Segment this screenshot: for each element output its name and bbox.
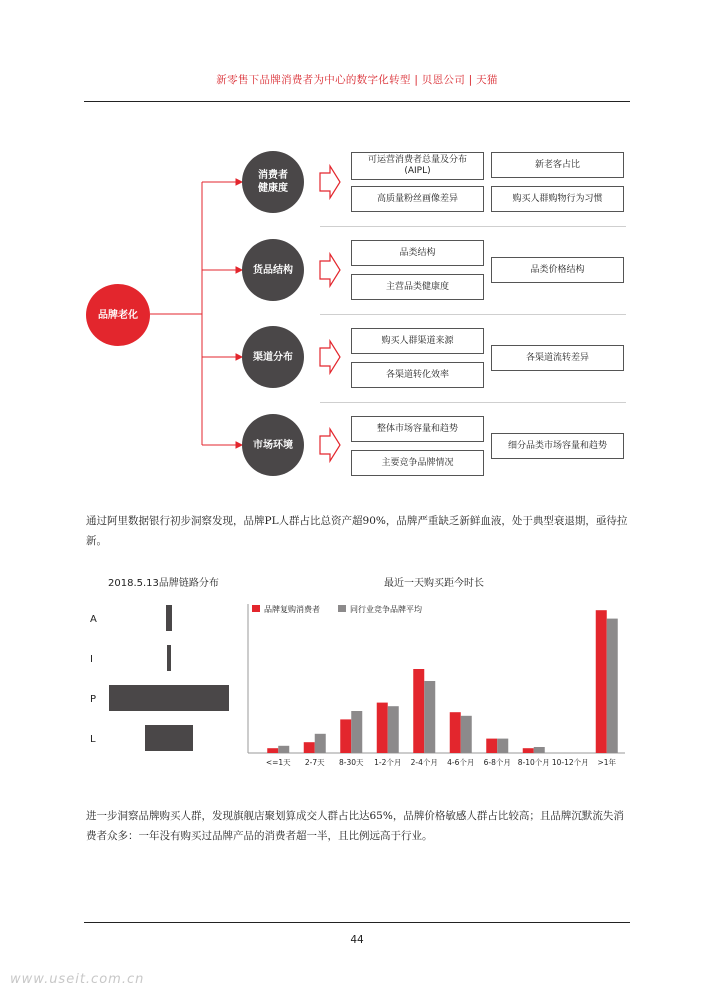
section-divider	[320, 402, 626, 403]
metric-box: 新老客占比	[491, 152, 624, 178]
x-tick-label: 4-6个月	[447, 758, 475, 767]
bar-brand-repurchase	[304, 742, 315, 753]
branch-node-market: 市场环境	[242, 414, 304, 476]
legend-label: 品牌复购消费者	[264, 605, 320, 614]
x-tick-label: 2-7天	[304, 758, 325, 767]
bar-brand-repurchase	[413, 669, 424, 753]
legend-swatch	[338, 605, 346, 612]
bar-industry-average	[607, 619, 618, 753]
x-tick-label: 10-12个月	[551, 758, 589, 767]
bar-industry-average	[315, 734, 326, 753]
bar-brand-repurchase	[523, 748, 534, 753]
bar-industry-average	[424, 681, 435, 753]
bar-brand-repurchase	[450, 712, 461, 753]
metric-box: 整体市场容量和趋势	[351, 416, 484, 442]
bar-brand-repurchase	[340, 719, 351, 753]
branch-node-consumer: 消费者 健康度	[242, 151, 304, 213]
metric-box: 细分品类市场容量和趋势	[491, 433, 624, 459]
page-number: 44	[350, 934, 364, 946]
footer-rule	[84, 922, 630, 923]
aipl-chart	[84, 598, 244, 758]
bar-industry-average	[461, 716, 472, 753]
bar-brand-repurchase	[486, 739, 497, 753]
x-tick-label: 8-10个月	[517, 758, 550, 767]
section-divider	[320, 314, 626, 315]
metric-box: 主营品类健康度	[351, 274, 484, 300]
metric-box: 主要竞争品牌情况	[351, 450, 484, 476]
metric-box: 购买人群购物行为习惯	[491, 186, 624, 212]
branch-arrow	[320, 166, 340, 198]
root-node: 品牌老化	[86, 284, 150, 346]
legend-swatch	[252, 605, 260, 612]
x-tick-label: 6-8个月	[483, 758, 511, 767]
aipl-bar	[145, 725, 193, 751]
metric-box: 可运营消费者总量及分布 (AIPL)	[351, 152, 484, 180]
bar-industry-average	[351, 711, 362, 753]
metric-box: 品类价格结构	[491, 257, 624, 283]
page-header: 新零售下品牌消费者为中心的数字化转型 | 贝恩公司 | 天猫	[216, 74, 498, 86]
aipl-tick-label: P	[90, 694, 97, 705]
metric-box: 各渠道转化效率	[351, 362, 484, 388]
chart-title-aipl: 2018.5.13品牌链路分布	[108, 578, 219, 589]
branch-arrow	[320, 254, 340, 286]
branch-arrow	[320, 429, 340, 461]
section-divider	[320, 226, 626, 227]
paragraph-2: 进一步洞察品牌购买人群，发现旗舰店聚划算成交人群占比达65%，品牌价格敏感人群占比较高；且品牌沉默流失消费者众多：一年没有购买过品牌产品的消费者超一半，且比例远高于行业。	[86, 810, 624, 842]
x-tick-label: 2-4个月	[410, 758, 438, 767]
aipl-tick-label: L	[90, 734, 96, 745]
branch-arrow	[320, 341, 340, 373]
bar-brand-repurchase	[596, 610, 607, 753]
recency-chart	[240, 596, 630, 771]
legend-label: 同行业竞争品牌平均	[350, 605, 422, 614]
aipl-tick-label: A	[90, 614, 97, 625]
branch-node-channel: 渠道分布	[242, 326, 304, 388]
chart-title-recency: 最近一天购买距今时长	[384, 578, 484, 589]
x-tick-label: >1年	[597, 758, 617, 767]
x-tick-label: 8-30天	[338, 758, 364, 767]
aipl-bar	[167, 645, 171, 671]
bar-industry-average	[497, 739, 508, 753]
metric-box: 品类结构	[351, 240, 484, 266]
aipl-tick-label: I	[90, 654, 93, 665]
metric-box: 高质量粉丝画像差异	[351, 186, 484, 212]
branch-node-product: 货品结构	[242, 239, 304, 301]
bar-industry-average	[278, 746, 289, 753]
x-tick-label: <=1天	[265, 758, 291, 767]
metric-box: 各渠道流转差异	[491, 345, 624, 371]
x-tick-label: 1-2个月	[374, 758, 402, 767]
aipl-bar	[109, 685, 229, 711]
paragraph-1: 通过阿里数据银行初步洞察发现，品牌PL人群占比总资产超90%，品牌严重缺乏新鲜血液，处于典型衰退期，亟待拉新。	[86, 515, 628, 547]
bar-industry-average	[388, 706, 399, 753]
metric-box: 购买人群渠道来源	[351, 328, 484, 354]
bar-brand-repurchase	[267, 748, 278, 753]
watermark: www.useit.com.cn	[10, 972, 145, 987]
aipl-bar	[166, 605, 172, 631]
bar-brand-repurchase	[377, 703, 388, 753]
bar-industry-average	[534, 747, 545, 753]
